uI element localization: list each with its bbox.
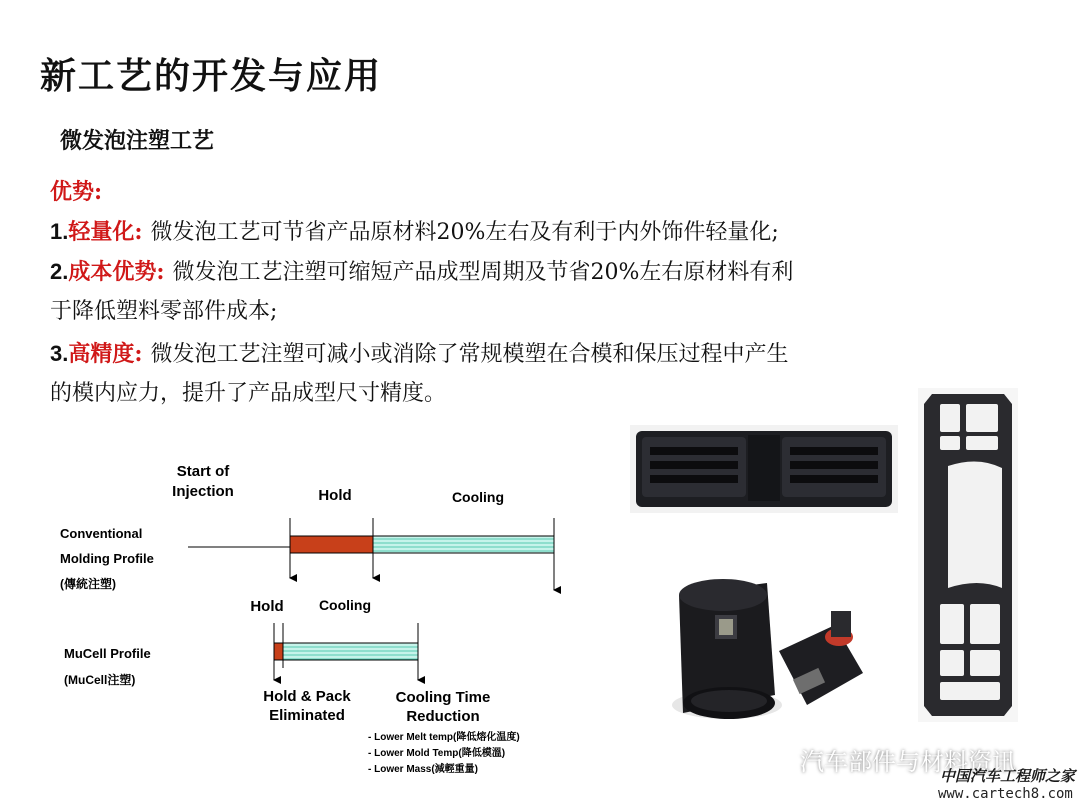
advantage-item-3-cont: 的模内应力，提升了产品成型尺寸精度。 (50, 381, 447, 406)
site-name: 中国汽车工程师之家 (940, 767, 1076, 785)
conventional-label-2: Molding Profile (60, 551, 154, 566)
advantage-number: 1. (50, 219, 69, 244)
mucell-hold-label: Hold (250, 598, 284, 615)
advantage-item-1 (50, 218, 779, 247)
site-url: www.cartech8.com (938, 786, 1073, 802)
eliminated-label-1: Hold & Pack (263, 688, 351, 705)
advantage-item-3 (50, 340, 789, 369)
eliminated-label-2: Eliminated (269, 707, 345, 724)
page-title: 新工艺的开发与应用 (40, 55, 383, 97)
conventional-hold-bar (290, 536, 373, 553)
mucell-label-2: (MuCell注塑) (64, 673, 136, 687)
connector-photo (630, 425, 898, 513)
advantage-number: 3. (50, 341, 69, 366)
wechat-icon (755, 744, 795, 774)
start-label-2: Injection (172, 483, 234, 500)
process-profile-diagram (50, 418, 590, 808)
advantage-label: 高精度: (68, 341, 143, 367)
section-subtitle: 微发泡注塑工艺 (60, 128, 215, 154)
advantages-heading: 优势: (50, 179, 103, 205)
advantage-label: 轻量化: (68, 219, 143, 245)
advantage-item-2 (50, 258, 793, 287)
conventional-cooling-bar (373, 536, 554, 553)
start-label-1: Start of (176, 463, 230, 480)
mucell-cooling-label: Cooling (318, 597, 372, 613)
intake-sensor-photo (667, 555, 877, 727)
conventional-cooling-label: Cooling (451, 489, 505, 505)
benefit-item: - Lower Mold Temp(降低模溫) (368, 748, 506, 759)
benefit-item: - Lower Mass(減輕重量) (368, 764, 479, 775)
mucell-hold-bar (274, 643, 283, 660)
conventional-label-3: (傳統注塑) (60, 577, 116, 591)
mucell-cooling-bar (283, 643, 418, 660)
advantage-label: 成本优势: (68, 259, 165, 285)
reduction-label-2: Reduction (406, 708, 480, 725)
mucell-label-1: MuCell Profile (64, 646, 151, 661)
bezel-photo (918, 388, 1018, 722)
advantage-number: 2. (50, 259, 69, 284)
advantage-item-2-cont: 于降低塑料零部件成本; (50, 299, 278, 324)
watermark-text: 汽车部件与材料资讯 (800, 748, 1016, 776)
reduction-label-1: Cooling Time (395, 689, 491, 706)
conventional-label-1: Conventional (60, 526, 143, 541)
advantage-text: 微发泡工艺注塑可减小或消除了常规模塑在合模和保压过程中产生 (150, 342, 789, 367)
conventional-hold-label: Hold (318, 487, 352, 504)
benefit-item: - Lower Melt temp(降低熔化温度) (368, 732, 520, 743)
advantage-text: 微发泡工艺注塑可缩短产品成型周期及节省20%左右原材料有利 (172, 260, 794, 285)
advantage-text: 微发泡工艺可节省产品原材料20%左右及有利于内外饰件轻量化; (150, 220, 779, 245)
